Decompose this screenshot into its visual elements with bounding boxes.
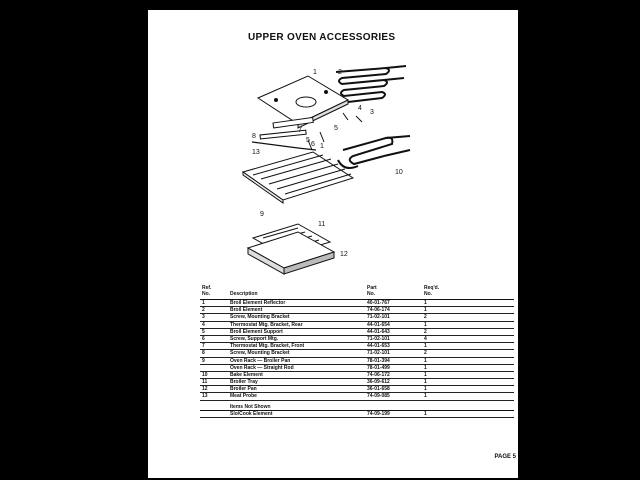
items-not-shown-label: Items Not Shown [230,403,271,410]
broil-element-part [336,66,406,102]
part-number-cell: 36-01-658 [367,386,390,393]
table-row [200,300,514,307]
part-number-cell: 71-02-101 [367,350,390,357]
quantity-cell: 2 [424,350,427,357]
callout-8: 8 [252,133,256,140]
part-number-cell: 74-09-085 [367,393,390,400]
quantity-cell: 1 [424,379,427,386]
quantity-cell: 4 [424,335,427,342]
callout-5-upper: 5 [334,125,338,132]
ref-cell: 2 [202,307,205,314]
description-cell: Slo/Cook Element [230,410,273,417]
header-description: Description [230,291,258,297]
callout-10: 10 [395,169,403,176]
table-row [200,322,514,329]
exploded-parts-diagram [148,10,518,280]
part-number-cell: 44-01-653 [367,343,390,350]
table-row [200,329,514,336]
ref-cell: 11 [202,379,208,386]
quantity-cell: 2 [424,328,427,335]
oven-rack-part [243,152,353,203]
quantity-cell: 1 [424,410,427,417]
table-row [200,307,514,314]
ref-cell: 4 [202,321,205,328]
ref-cell: 8 [202,350,205,357]
table-row [200,350,514,357]
callout-3: 3 [370,109,374,116]
callout-13: 13 [252,149,260,156]
quantity-cell: 1 [424,300,427,306]
ref-cell: 1 [202,300,205,306]
quantity-cell: 1 [424,371,427,378]
description-cell: Thermostat Mtg. Bracket, Front [230,343,305,350]
ref-cell: 13 [202,393,208,400]
quantity-cell: 1 [424,393,427,400]
description-cell: Oven Rack — Straight Rod [230,364,294,371]
bake-element-part [338,136,410,168]
document-page [148,10,518,478]
table-row [200,379,514,386]
description-cell: Broiler Tray [230,379,258,386]
ref-cell: 5 [202,328,205,335]
part-number-cell: 74-06-174 [367,307,390,314]
ref-cell: 6 [202,335,205,342]
part-number-cell: 74-09-199 [367,410,390,417]
quantity-cell: 2 [424,314,427,321]
ref-cell: 3 [202,314,205,321]
quantity-cell: 1 [424,321,427,328]
table-row [200,358,514,365]
description-cell: Screw, Support Mtg. [230,335,279,342]
part-number-cell: 36-09-612 [367,379,390,386]
callout-5-lower: 5 [306,137,310,144]
ref-cell: 7 [202,343,205,350]
quantity-cell: 1 [424,307,427,314]
description-cell: Broil Element Support [230,328,283,335]
table-row [200,365,514,372]
description-cell: Meat Probe [230,393,257,400]
callout-2: 2 [338,69,342,76]
page-number: PAGE 5 [494,454,516,460]
quantity-cell: 1 [424,357,427,364]
part-number-cell: 71-02-101 [367,314,390,321]
description-cell: Screw, Mounting Bracket [230,350,290,357]
table-row [200,386,514,393]
description-cell: Oven Rack — Broiler Pan [230,357,291,364]
callout-7: 7 [298,127,302,134]
quantity-cell: 1 [424,343,427,350]
header-ref: Ref. No. [202,285,212,297]
description-cell: Bake Element [230,371,263,378]
ref-cell: 9 [202,357,205,364]
part-number-cell: 71-02-101 [367,335,390,342]
ref-cell: 10 [202,371,208,378]
callout-1-top: 1 [313,69,317,76]
extra-rows [200,411,514,418]
part-number-cell: 78-01-499 [367,364,390,371]
parts-table [200,285,514,418]
parts-table-header [200,285,514,299]
table-row [200,393,514,400]
items-not-shown-row [200,401,514,410]
description-cell: Screw, Mounting Bracket [230,314,290,321]
description-cell: Thermostat Mtg. Bracket, Rear [230,321,303,328]
part-number-cell: 40-01-767 [367,300,390,306]
part-number-cell: 78-01-394 [367,357,390,364]
callout-11: 11 [318,221,326,228]
ref-cell: 12 [202,386,208,393]
part-number-cell: 44-01-643 [367,328,390,335]
callout-9: 9 [260,211,264,218]
table-row [200,314,514,321]
table-row [200,411,514,418]
callout-1-lower: 1 [320,143,324,150]
header-part: Part No. [367,285,377,297]
parts-table-body [200,300,514,401]
description-cell: Broiler Pan [230,386,257,393]
table-row [200,336,514,343]
quantity-cell: 1 [424,386,427,393]
part-number-cell: 44-01-654 [367,321,390,328]
quantity-cell: 1 [424,364,427,371]
table-row [200,343,514,350]
description-cell: Broil Element [230,307,263,314]
description-cell: Broil Element Reflector [230,300,286,306]
callout-12: 12 [340,251,348,258]
part-number-cell: 74-06-172 [367,371,390,378]
callout-6: 6 [311,141,315,148]
callout-4: 4 [358,105,362,112]
page-title: UPPER OVEN ACCESSORIES [248,32,396,43]
header-req: Req'd. No. [424,285,440,297]
table-row [200,372,514,379]
